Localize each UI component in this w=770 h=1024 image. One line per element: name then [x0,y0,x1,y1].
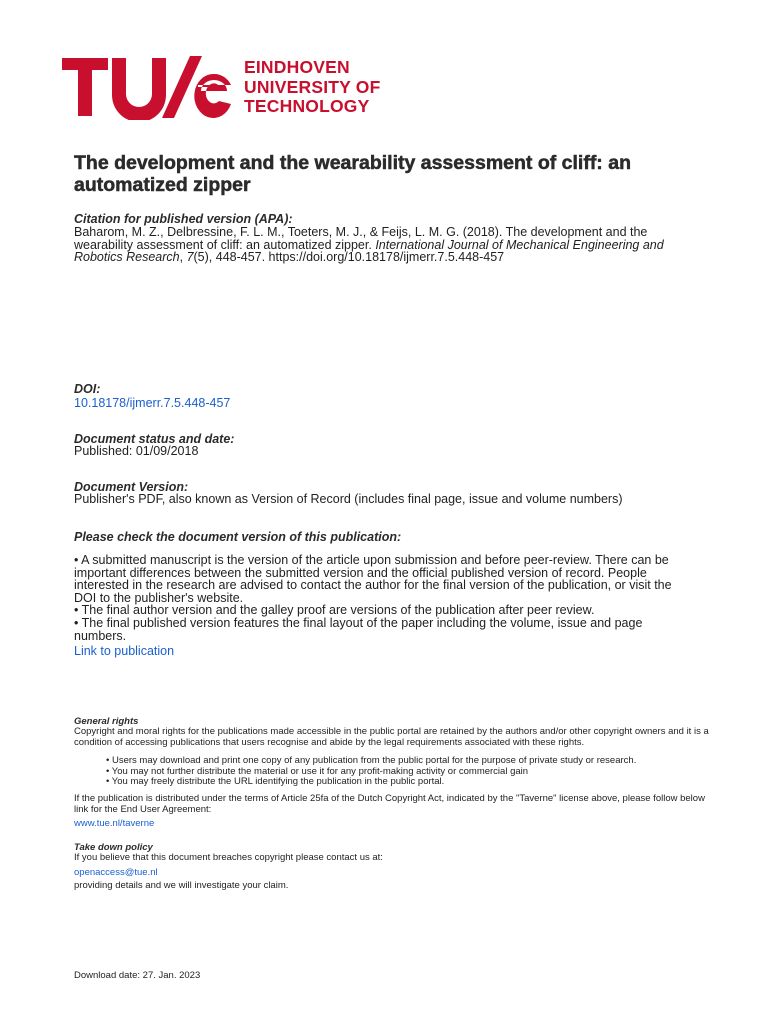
status-value: Published: 01/09/2018 [74,444,199,458]
check-item: • A submitted manuscript is the version of the article upon submission and before peer-review. There can be important differences between the submitted version and the official published version of record. People interested in the research are advised to contact the author for the final version of the publication, or visit the DOI to the publisher's website. [74,553,672,605]
university-name-line-2: UNIVERSITY OF [244,76,381,97]
citation-volume: 7 [186,250,194,265]
citation-rest: (5), 448-457. https://doi.org/10.18178/ijmerr.7.5.448-457 [193,250,505,265]
check-label: Please check the document version of this publication: [74,530,402,544]
rights-item: • You may not further distribute the material or use it for any profit-making activity or commercial gain [106,765,529,777]
citation-authors: Baharom, M. Z., Delbressine, F. L. M., Toeters, M. J., & Feijs, L. M. G. (2018). The development and the wearability assessment of cliff: an automatized zipper. [74,225,648,252]
doi-link[interactable]: 10.18178/ijmerr.7.5.448-457 [74,396,231,410]
publication-link[interactable]: Link to publication [74,644,175,658]
rights-item: • Users may download and print one copy of any publication from the public portal for the purpose of private study or research. [106,755,637,766]
rights-item: • You may freely distribute the URL identifying the publication in the public portal. [106,776,445,787]
rights-list [106,756,706,788]
university-name-line-1: EINDHOVEN [244,57,350,77]
document-title: The development and the wearability assessment of cliff: an automatized zipper [74,152,631,196]
takedown-label: Take down policy [74,842,153,853]
email-link[interactable]: openaccess@tue.nl [74,867,158,878]
article-25fa-text: If the publication is distributed under the terms of Article 25fa of the Dutch Copyright Act, indicated by the "Taverne" license above, please follow below link for the End User Agreement: [74,793,705,815]
university-name [244,58,380,117]
status-label: Document status and date: [74,432,235,446]
check-item: • The final author version and the galley proof are versions of the publication after peer review. [74,603,595,618]
takedown-providing: providing details and we will investigate your claim. [74,880,289,891]
check-item: • The final published version features the final layout of the paper including the volume, issue and page numbers. [74,615,643,643]
check-list [74,554,674,642]
doi-label: DOI: [74,382,101,396]
citation-text [74,226,704,264]
citation-sep: , [179,250,187,265]
university-name-line-3: TECHNOLOGY [244,96,370,116]
version-label: Document Version: [74,480,189,494]
citation-journal: International Journal of Mechanical Engineering and Robotics Research [74,237,664,265]
version-value: Publisher's PDF, also known as Version of Record (includes final page, issue and volume numbers) [74,492,623,506]
rights-text: Copyright and moral rights for the publications made accessible in the public portal are retained by the authors and/or other copyright owners and it is a condition of accessing publications that users recognise and abide by the legal requirements associated with these rights. [74,726,709,748]
download-date: Download date: 27. Jan. 2023 [74,970,201,981]
takedown-text: If you believe that this document breaches copyright please contact us at: [74,852,383,863]
citation-label: Citation for published version (APA): [74,212,293,226]
rights-label: General rights [74,716,139,727]
taverne-link[interactable]: www.tue.nl/taverne [74,818,155,829]
tue-logo-mark [62,54,232,120]
